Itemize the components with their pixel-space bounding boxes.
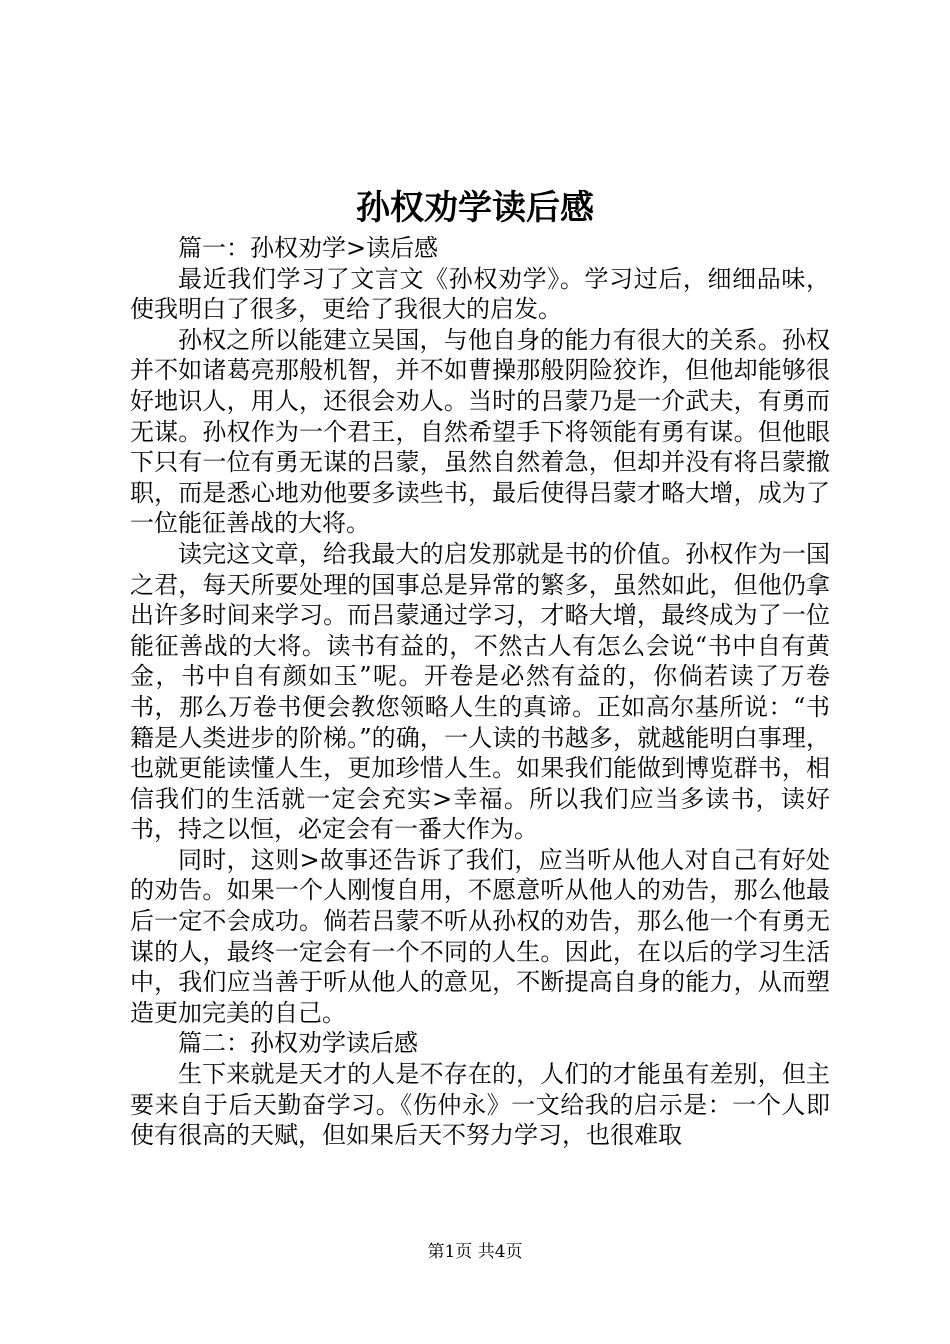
document-title: 孙权劝学读后感	[356, 188, 594, 228]
section-heading-2: 篇二：孙权劝学读后感	[178, 1029, 418, 1058]
paragraph: 读完这文章，给我最大的启发那就是书的价值。孙权作为一国之君，每天所要处理的国事总是异常的繁多，虽然如此，但他仍拿出许多时间来学习。而吕蒙通过学习，才略大增，最终成为了一位能征善战的大将。读书有益的，不然古人有怎么会说“书中自有黄金，书中自有颜如玉”呢。开卷是必然有益的，你倘若读了万卷书，那么万卷书便会教您领略人生的真谛。正如高尔基所说：“书籍是人类进步的阶梯。”的确，一人读的书越多，就越能明白事理，也就更能读懂人生，更加珍惜人生。如果我们能做到博览群书，相信我们的生活就一定会充实>幸福。所以我们应当多读书，读好书，持之以恒，必定会有一番大作为。	[130, 539, 830, 844]
document-body	[130, 233, 830, 1151]
paragraph: 孙权之所以能建立吴国，与他自身的能力有很大的关系。孙权并不如诸葛亮那般机智，并不如曹操那般阴险狡诈，但他却能够很好地识人，用人，还很会劝人。当时的吕蒙乃是一介武夫，有勇而无谋。孙权作为一个君王，自然希望手下将领能有勇有谋。但他眼下只有一位有勇无谋的吕蒙，虽然自然着急，但却并没有将吕蒙撤职，而是悉心地劝他要多读些书，最后使得吕蒙才略大增，成为了一位能征善战的大将。	[130, 325, 830, 538]
page-number-footer: 第1页 共4页	[427, 1242, 523, 1262]
section-heading-1: 篇一：孙权劝学>读后感	[178, 234, 439, 262]
paragraph: 最近我们学习了文言文《孙权劝学》。学习过后，细细品味，使我明白了很多，更给了我很大的启发。	[130, 264, 830, 324]
paragraph: 同时，这则>故事还告诉了我们，应当听从他人对自己有好处的劝告。如果一个人刚愎自用，不愿意听从他人的劝告，那么他最后一定不会成功。倘若吕蒙不听从孙权的劝告，那么他一个有勇无谋的人，最终一定会有一个不同的人生。因此，在以后的学习生活中，我们应当善于听从他人的意见，不断提高自身的能力，从而塑造更加完美的自己。	[130, 845, 830, 1027]
paragraph: 生下来就是天才的人是不存在的，人们的才能虽有差别，但主要来自于后天勤奋学习。《伤仲永》一文给我的启示是：一个人即使有很高的天赋，但如果后天不努力学习，也很难取	[130, 1060, 830, 1150]
